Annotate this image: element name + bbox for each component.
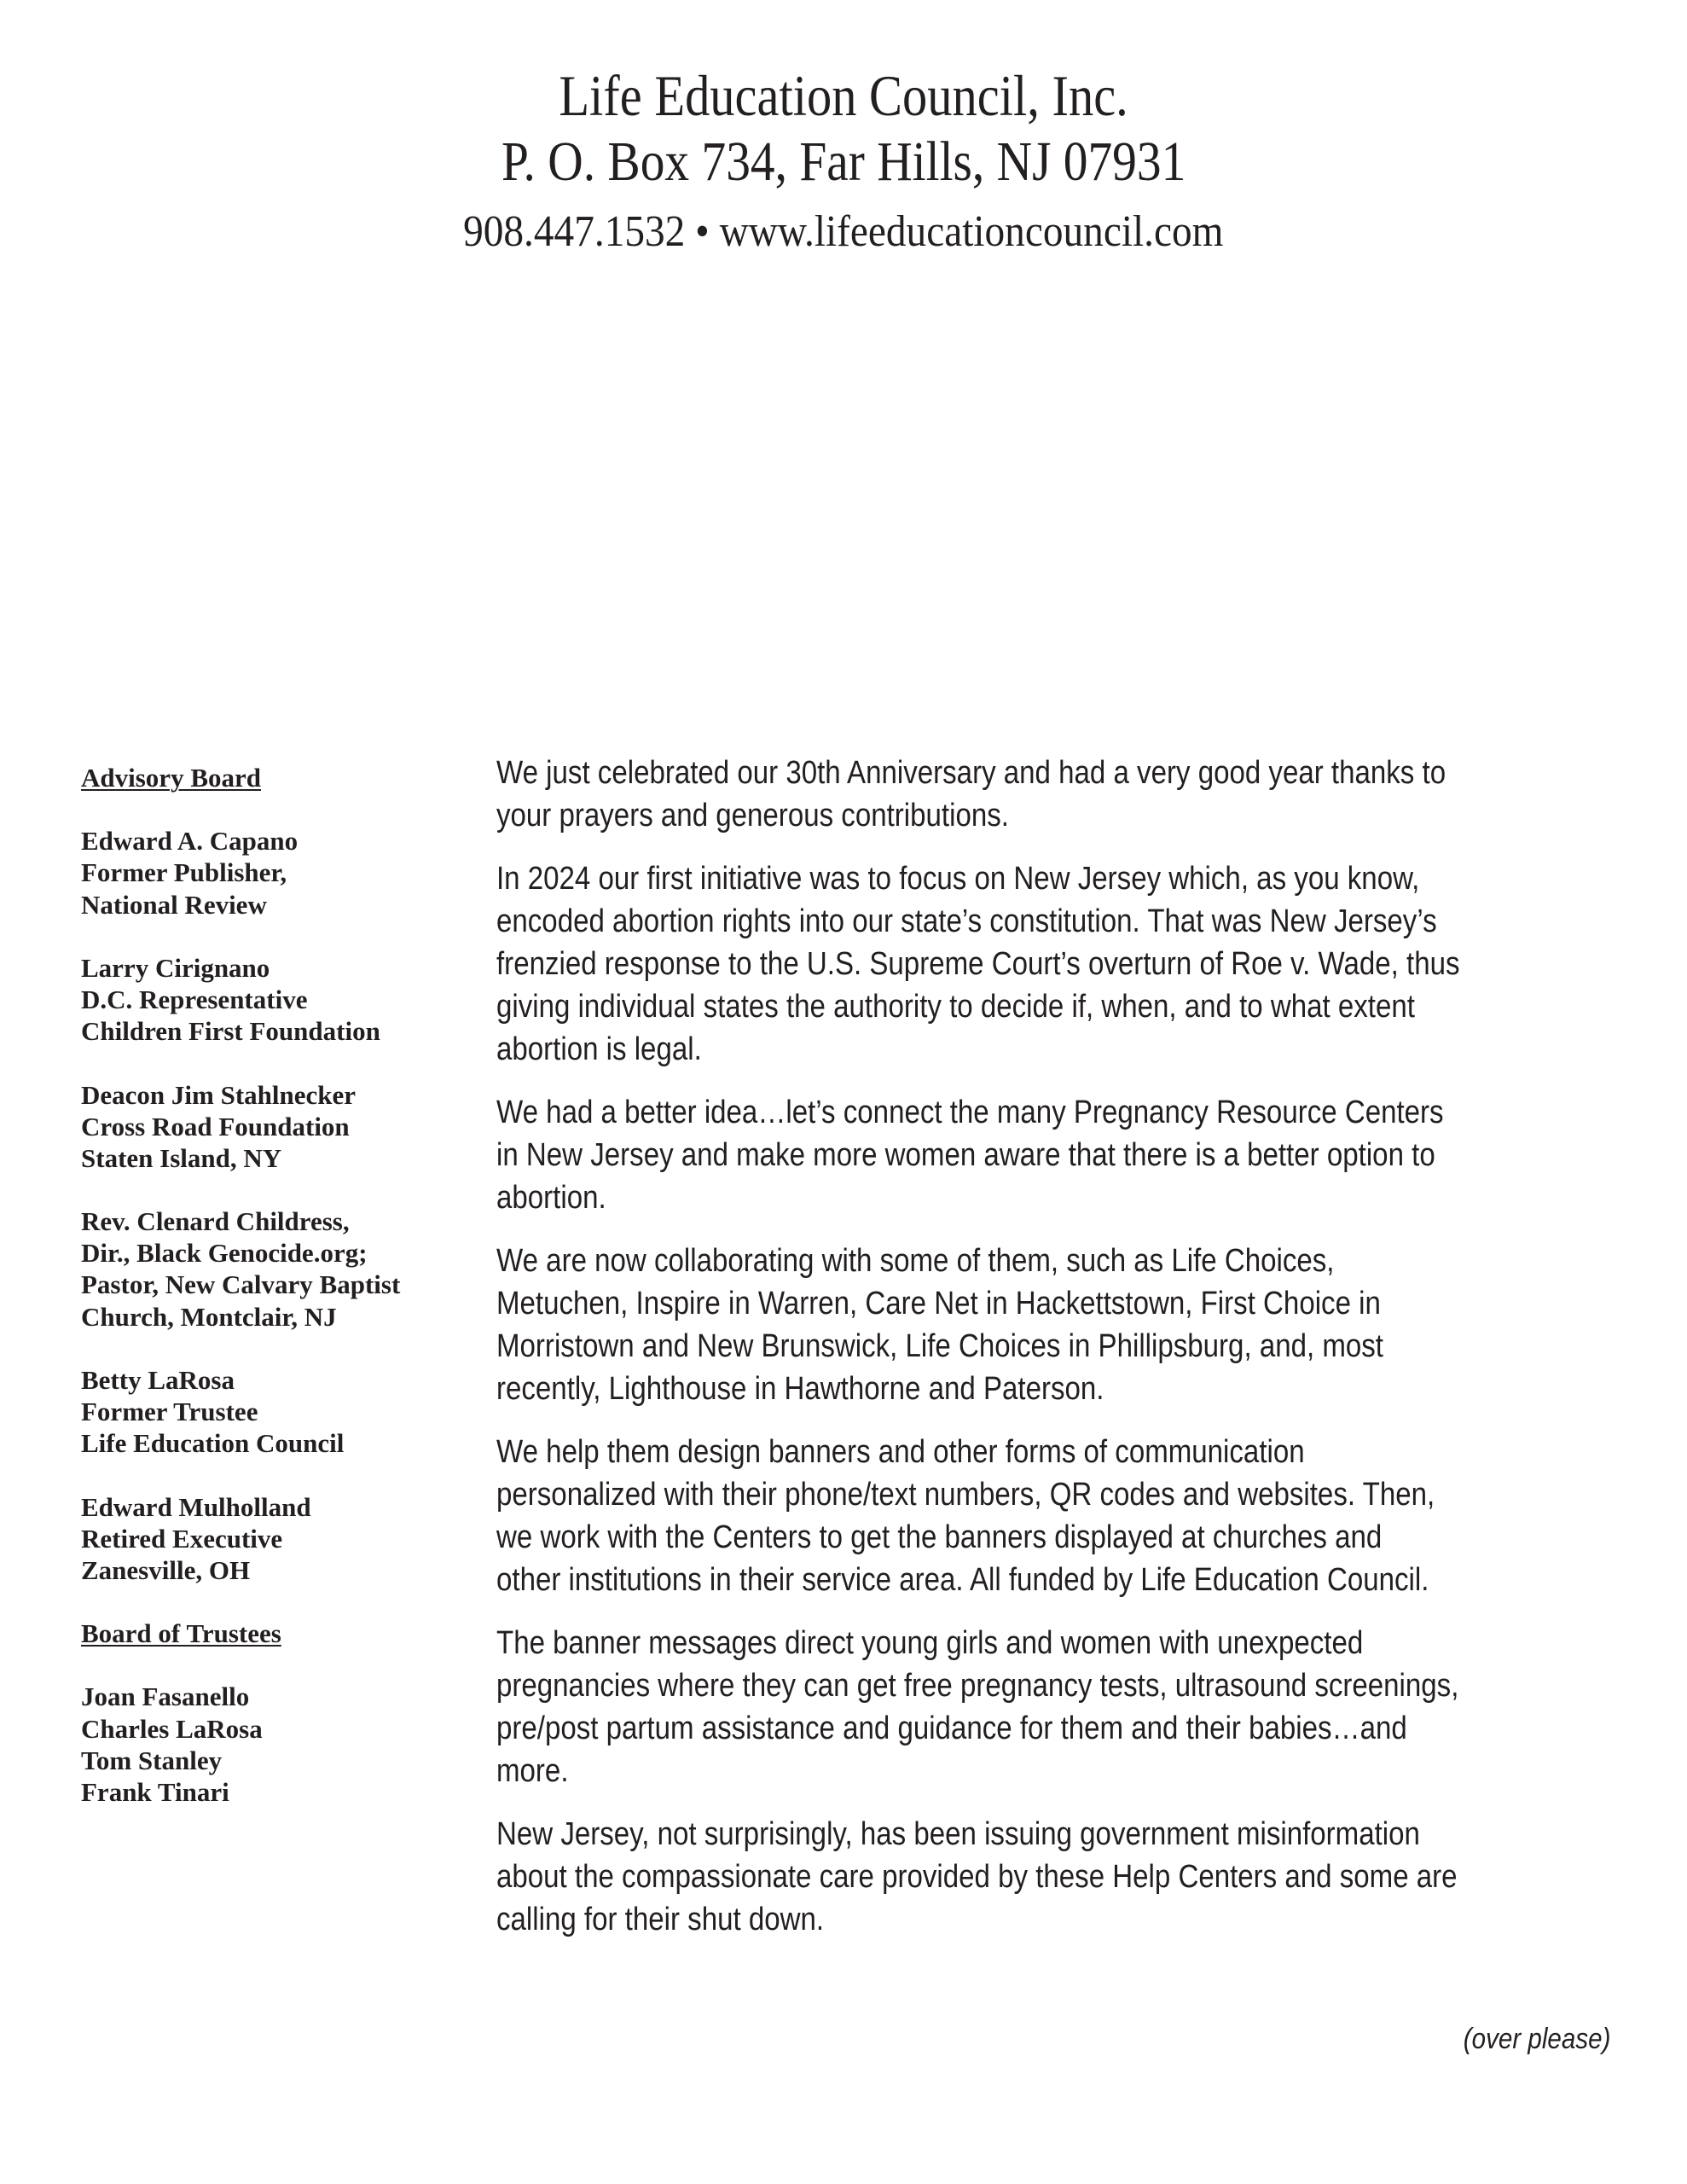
member-title: Former Trustee bbox=[81, 1397, 258, 1427]
body-line: In 2024 our first initiative was to focus on New Jersey which, as you know, bbox=[496, 861, 1420, 897]
paragraph-misinformation bbox=[496, 1813, 1599, 1941]
body-line: We just celebrated our 30th Anniversary and had a very good year thanks to bbox=[496, 755, 1446, 791]
paragraph-anniversary bbox=[496, 752, 1599, 837]
paragraph-2024-initiative bbox=[496, 857, 1599, 1071]
member-title: Cross Road Foundation bbox=[81, 1111, 350, 1141]
advisory-member bbox=[81, 825, 473, 920]
member-name: Betty LaRosa bbox=[81, 1364, 235, 1395]
organization-name: Life Education Council, Inc. bbox=[559, 63, 1128, 128]
trustee-name: Charles LaRosa bbox=[81, 1713, 263, 1744]
trustee-name: Joan Fasanello bbox=[81, 1682, 250, 1712]
paragraph-banner-messages bbox=[496, 1622, 1599, 1792]
trustees-heading-block bbox=[81, 1618, 473, 1649]
member-affiliation: Life Education Council bbox=[81, 1428, 345, 1459]
body-line: New Jersey, not surprisingly, has been issuing government misinformation bbox=[496, 1816, 1420, 1852]
member-affiliation: Children First Foundation bbox=[81, 1016, 380, 1047]
member-name: Larry Cirignano bbox=[81, 952, 270, 983]
trustee-list bbox=[81, 1681, 473, 1808]
board-of-trustees-heading: Board of Trustees bbox=[81, 1618, 281, 1649]
body-line: about the compassionate care provided by these Help Centers and some are bbox=[496, 1859, 1458, 1895]
advisory-member bbox=[81, 1491, 473, 1586]
body-line: more. bbox=[496, 1753, 569, 1789]
mailing-address: P. O. Box 734, Far Hills, NJ 07931 bbox=[501, 131, 1186, 193]
mailing-address-line bbox=[0, 130, 1687, 195]
advisory-member bbox=[81, 1364, 473, 1459]
body-line: We help them design banners and other forms of communication bbox=[496, 1434, 1305, 1470]
advisory-member bbox=[81, 952, 473, 1047]
body-line: We are now collaborating with some of them, such as Life Choices, bbox=[496, 1243, 1335, 1279]
member-affiliation: Staten Island, NY bbox=[81, 1142, 282, 1173]
member-name: Deacon Jim Stahlnecker bbox=[81, 1079, 357, 1110]
member-title: Pastor, New Calvary Baptist bbox=[81, 1269, 401, 1300]
paragraph-collaborations bbox=[496, 1240, 1599, 1410]
member-title: Retired Executive bbox=[81, 1523, 283, 1554]
body-line: other institutions in their service area. All funded by Life Education Council. bbox=[496, 1562, 1429, 1598]
body-line: encoded abortion rights into our state’s constitution. That was New Jersey’s bbox=[496, 903, 1437, 939]
phone-and-website: 908.447.1532 • www.lifeeducationcouncil.com bbox=[463, 207, 1224, 256]
continuation-note: (over please) bbox=[1463, 2023, 1610, 2055]
advisory-board-heading: Advisory Board bbox=[81, 763, 261, 793]
body-line: calling for their shut down. bbox=[496, 1902, 825, 1937]
member-title: Dir., Black Genocide.org; bbox=[81, 1238, 368, 1269]
member-title: Former Publisher, bbox=[81, 857, 287, 888]
trustee-name: Tom Stanley bbox=[81, 1745, 223, 1775]
body-line: personalized with their phone/text numbers, QR codes and websites. Then, bbox=[496, 1477, 1435, 1513]
advisory-member bbox=[81, 1079, 473, 1174]
body-line: We had a better idea…let’s connect the many Pregnancy Resource Centers bbox=[496, 1095, 1444, 1130]
member-name: Rev. Clenard Childress, bbox=[81, 1206, 350, 1237]
trustee-name: Frank Tinari bbox=[81, 1776, 229, 1807]
body-line: recently, Lighthouse in Hawthorne and Paterson. bbox=[496, 1371, 1104, 1407]
body-line: pregnancies where they can get free pregnancy tests, ultrasound screenings, bbox=[496, 1668, 1459, 1704]
letter-body bbox=[496, 752, 1599, 1961]
member-affiliation: Church, Montclair, NJ bbox=[81, 1301, 337, 1332]
body-line: pre/post partum assistance and guidance for them and their babies…and bbox=[496, 1711, 1407, 1746]
body-line: Metuchen, Inspire in Warren, Care Net in Hackettstown, First Choice in bbox=[496, 1286, 1381, 1321]
body-line: Morristown and New Brunswick, Life Choices in Phillipsburg, and, most bbox=[496, 1328, 1383, 1364]
advisory-board-heading-block bbox=[81, 762, 473, 793]
advisory-member bbox=[81, 1205, 473, 1333]
organization-name-line bbox=[0, 63, 1687, 128]
paragraph-banners bbox=[496, 1431, 1599, 1601]
body-line: abortion. bbox=[496, 1180, 606, 1216]
member-affiliation: National Review bbox=[81, 889, 267, 920]
body-line: in New Jersey and make more women aware that there is a better option to bbox=[496, 1137, 1435, 1173]
contact-line bbox=[0, 207, 1687, 257]
body-line: frenzied response to the U.S. Supreme Court’s overturn of Roe v. Wade, thus bbox=[496, 946, 1460, 982]
member-name: Edward A. Capano bbox=[81, 826, 299, 857]
member-name: Edward Mulholland bbox=[81, 1491, 311, 1522]
body-line: The banner messages direct young girls and women with unexpected bbox=[496, 1625, 1364, 1661]
member-affiliation: Zanesville, OH bbox=[81, 1554, 251, 1585]
body-line: abortion is legal. bbox=[496, 1031, 702, 1067]
body-line: giving individual states the authority to decide if, when, and to what extent bbox=[496, 989, 1415, 1025]
paragraph-better-idea bbox=[496, 1091, 1599, 1219]
member-title: D.C. Representative bbox=[81, 985, 308, 1015]
body-line: we work with the Centers to get the banners displayed at churches and bbox=[496, 1519, 1383, 1555]
body-line: your prayers and generous contributions. bbox=[496, 798, 1009, 834]
board-sidebar bbox=[81, 762, 473, 1839]
